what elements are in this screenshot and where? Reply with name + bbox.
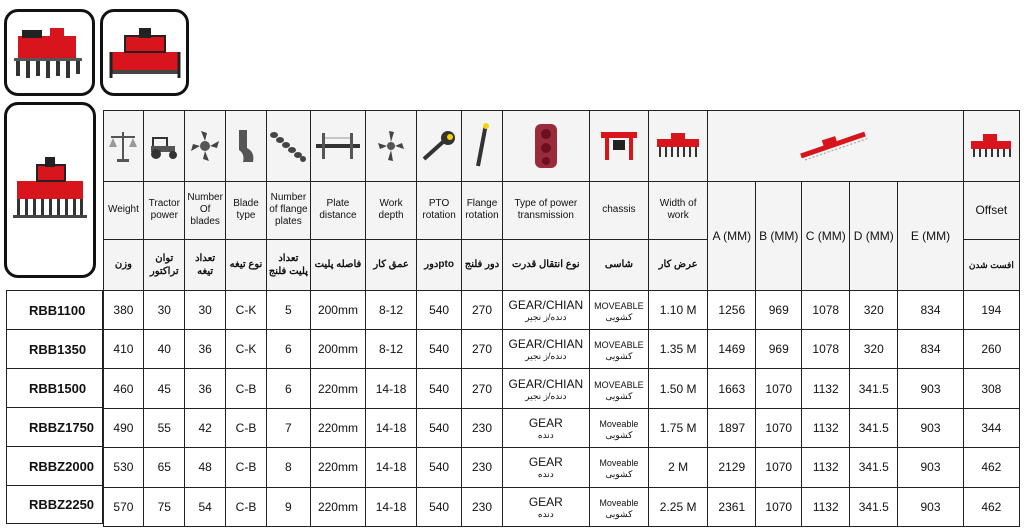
col-tractor-power-fa: توان تراکتور	[144, 240, 185, 291]
cell-a: 1897	[708, 408, 756, 447]
gearbox-icon	[502, 111, 589, 182]
cell-e: 834	[898, 330, 963, 369]
cell-blade-type: C-B	[226, 487, 267, 526]
cell-pto: 540	[417, 369, 462, 408]
cell-weight: 380	[103, 290, 144, 329]
cell-flange-rot: 270	[462, 369, 503, 408]
chassis-fa: کشویی	[605, 508, 633, 519]
cell-a: 1663	[708, 369, 756, 408]
cell-c: 1132	[802, 369, 850, 408]
cell-d: 341.5	[850, 448, 898, 487]
col-width: Width of work	[649, 181, 708, 240]
cell-blades: 48	[185, 448, 226, 487]
cell-power-transmission	[502, 330, 589, 369]
cell-depth: 14-18	[366, 487, 417, 526]
col-weight-fa: وزن	[103, 240, 144, 291]
cell-blades: 54	[185, 487, 226, 526]
cell-c: 1078	[802, 330, 850, 369]
model-name: RBBZ2000	[6, 446, 103, 485]
cell-flanges: 7	[266, 408, 310, 447]
cell-weight: 490	[103, 408, 144, 447]
col-width-fa: عرض کار	[649, 240, 708, 291]
trans-en: GEAR/CHIAN	[508, 376, 584, 391]
model-name: RBB1500	[6, 368, 103, 407]
cell-chassis	[589, 408, 648, 447]
table-row	[103, 408, 1020, 447]
cell-c: 1078	[802, 290, 850, 329]
cell-d: 341.5	[850, 408, 898, 447]
chassis-en: Moveable	[599, 497, 639, 508]
cell-b: 969	[756, 290, 802, 329]
cell-offset: 462	[963, 487, 1019, 526]
work-depth-icon	[366, 111, 417, 182]
cell-c: 1132	[802, 408, 850, 447]
col-plate-distance: Plate distance	[310, 181, 365, 240]
cell-pto: 540	[417, 408, 462, 447]
cell-plate: 220mm	[310, 487, 365, 526]
cell-power: 45	[144, 369, 185, 408]
trans-fa: دنده/ز نجیر	[525, 311, 567, 322]
cell-blade-type: C-K	[226, 290, 267, 329]
cell-a: 1469	[708, 330, 756, 369]
col-blades-fa: تعداد تیغه	[185, 240, 226, 291]
cell-power-transmission	[502, 290, 589, 329]
col-work-depth: Work depth	[366, 181, 417, 240]
chassis-fa: کشویی	[605, 469, 633, 480]
col-blade-type-fa: نوع تیغه	[226, 240, 267, 291]
cell-width: 1.50 M	[649, 369, 708, 408]
chassis-fa: کشویی	[605, 390, 633, 401]
cell-depth: 8-12	[366, 330, 417, 369]
trans-fa: دنده	[537, 469, 554, 480]
cell-c: 1132	[802, 487, 850, 526]
cell-e: 903	[898, 408, 963, 447]
col-e: E (MM)	[898, 181, 963, 290]
cell-flange-rot: 230	[462, 408, 503, 447]
table-row	[103, 369, 1020, 408]
model-name: RBB1100	[6, 290, 103, 329]
cell-depth: 14-18	[366, 408, 417, 447]
cell-b: 1070	[756, 448, 802, 487]
cell-plate: 200mm	[310, 290, 365, 329]
cell-d: 320	[850, 330, 898, 369]
offset-icon	[963, 111, 1019, 182]
dimensions-diagram-icon	[708, 111, 963, 182]
col-flange-rotation: Flange rotation	[462, 181, 503, 240]
col-flange-rotation-fa: دور فلنج	[462, 240, 503, 291]
cell-width: 1.35 M	[649, 330, 708, 369]
cell-weight: 530	[103, 448, 144, 487]
cell-offset: 344	[963, 408, 1019, 447]
flange-rotation-icon	[462, 111, 503, 182]
cell-blade-type: C-B	[226, 408, 267, 447]
cell-blades: 36	[185, 330, 226, 369]
model-name: RBBZ1750	[6, 407, 103, 446]
cell-weight: 410	[103, 330, 144, 369]
trans-fa: دنده	[537, 508, 554, 519]
trans-fa: دنده	[537, 430, 554, 441]
cell-offset: 462	[963, 448, 1019, 487]
cell-power: 65	[144, 448, 185, 487]
col-chassis: chassis	[589, 181, 648, 240]
trans-en: GEAR/CHIAN	[508, 297, 584, 312]
table-row	[103, 330, 1020, 369]
cell-width: 2.25 M	[649, 487, 708, 526]
cell-flange-rot: 230	[462, 487, 503, 526]
product-main-card	[4, 102, 96, 278]
trans-en: GEAR	[528, 494, 563, 509]
chassis-en: Moveable	[599, 458, 639, 469]
cell-plate: 200mm	[310, 330, 365, 369]
col-pto: PTO rotation	[417, 181, 462, 240]
pto-shaft-icon	[417, 111, 462, 182]
cell-plate: 220mm	[310, 408, 365, 447]
cell-flange-rot: 270	[462, 330, 503, 369]
model-column	[6, 290, 103, 524]
model-name: RBBZ2250	[6, 485, 103, 524]
blade-set-icon	[185, 111, 226, 182]
col-b: B (MM)	[756, 181, 802, 290]
cell-a: 2361	[708, 487, 756, 526]
cell-d: 341.5	[850, 369, 898, 408]
cell-chassis	[589, 448, 648, 487]
cell-e: 903	[898, 369, 963, 408]
cell-power-transmission	[502, 448, 589, 487]
col-pto-fa: دورpto	[417, 240, 462, 291]
specifications-table	[103, 110, 1020, 527]
cell-plate: 220mm	[310, 369, 365, 408]
cell-power: 30	[144, 290, 185, 329]
cell-depth: 8-12	[366, 290, 417, 329]
width-of-work-icon	[649, 111, 708, 182]
col-work-depth-fa: عمق کار	[366, 240, 417, 291]
cell-power: 55	[144, 408, 185, 447]
col-blades: Number Of blades	[185, 181, 226, 240]
chassis-en: MOVEABLE	[594, 340, 644, 351]
product-thumbnail-1	[4, 9, 95, 96]
rotary-tiller-front-icon	[105, 22, 185, 84]
trans-en: GEAR	[528, 455, 563, 470]
model-name: RBB1350	[6, 329, 103, 368]
cell-flanges: 9	[266, 487, 310, 526]
rotary-tiller-side-icon	[10, 22, 90, 84]
cell-flange-rot: 270	[462, 290, 503, 329]
chassis-fa: کشویی	[605, 351, 633, 362]
cell-plate: 220mm	[310, 448, 365, 487]
cell-chassis	[589, 330, 648, 369]
col-blade-type: Blade type	[226, 181, 267, 240]
tractor-icon	[144, 111, 185, 182]
col-offset-fa: افست شدن	[963, 240, 1019, 291]
cell-power: 75	[144, 487, 185, 526]
cell-power: 40	[144, 330, 185, 369]
plate-distance-icon	[310, 111, 365, 182]
col-tractor-power: Tractor power	[144, 181, 185, 240]
rotary-tiller-main-icon	[9, 155, 91, 225]
col-a: A (MM)	[708, 181, 756, 290]
cell-b: 1070	[756, 408, 802, 447]
chassis-fa: کشویی	[605, 311, 633, 322]
cell-blades: 36	[185, 369, 226, 408]
col-flange-plates-fa: تعداد پلیت فلنج	[266, 240, 310, 291]
cell-depth: 14-18	[366, 448, 417, 487]
cell-pto: 540	[417, 330, 462, 369]
trans-en: GEAR	[528, 416, 563, 431]
col-power-transmission-fa: نوع انتقال قدرت	[502, 240, 589, 291]
cell-weight: 570	[103, 487, 144, 526]
col-power-transmission: Type of power transmission	[502, 181, 589, 240]
table-row	[103, 487, 1020, 526]
cell-e: 903	[898, 448, 963, 487]
cell-flanges: 5	[266, 290, 310, 329]
table-row	[103, 290, 1020, 329]
blade-shape-icon	[226, 111, 267, 182]
chassis-en: MOVEABLE	[594, 300, 644, 311]
cell-weight: 460	[103, 369, 144, 408]
cell-pto: 540	[417, 448, 462, 487]
cell-flanges: 6	[266, 369, 310, 408]
col-flange-plates: Number of flange plates	[266, 181, 310, 240]
cell-e: 834	[898, 290, 963, 329]
cell-c: 1132	[802, 448, 850, 487]
table-body	[103, 290, 1020, 526]
col-plate-distance-fa: فاصله پلیت	[310, 240, 365, 291]
cell-width: 2 M	[649, 448, 708, 487]
cell-e: 903	[898, 487, 963, 526]
cell-flanges: 8	[266, 448, 310, 487]
cell-flanges: 6	[266, 330, 310, 369]
cell-depth: 14-18	[366, 369, 417, 408]
cell-d: 341.5	[850, 487, 898, 526]
col-c: C (MM)	[802, 181, 850, 290]
icon-row	[103, 111, 1020, 182]
cell-chassis	[589, 290, 648, 329]
product-thumbnail-2	[100, 9, 189, 96]
cell-width: 1.10 M	[649, 290, 708, 329]
cell-blades: 42	[185, 408, 226, 447]
cell-blade-type: C-K	[226, 330, 267, 369]
col-offset: Offset	[963, 181, 1019, 240]
trans-fa: دنده/ز نجیر	[525, 351, 567, 362]
cell-power-transmission	[502, 369, 589, 408]
col-d: D (MM)	[850, 181, 898, 290]
cell-blades: 30	[185, 290, 226, 329]
trans-fa: دنده/ز نجیر	[525, 390, 567, 401]
cell-b: 969	[756, 330, 802, 369]
chassis-en: Moveable	[599, 419, 639, 430]
cell-pto: 540	[417, 487, 462, 526]
col-chassis-fa: شاسی	[589, 240, 648, 291]
cell-chassis	[589, 487, 648, 526]
cell-offset: 260	[963, 330, 1019, 369]
cell-offset: 194	[963, 290, 1019, 329]
cell-a: 2129	[708, 448, 756, 487]
cell-pto: 540	[417, 290, 462, 329]
chassis-en: MOVEABLE	[594, 379, 644, 390]
cell-d: 320	[850, 290, 898, 329]
cell-b: 1070	[756, 369, 802, 408]
trans-en: GEAR/CHIAN	[508, 337, 584, 352]
cell-offset: 308	[963, 369, 1019, 408]
cell-b: 1070	[756, 487, 802, 526]
cell-width: 1.75 M	[649, 408, 708, 447]
weight-scale-icon	[103, 111, 144, 182]
cell-blade-type: C-B	[226, 369, 267, 408]
cell-chassis	[589, 369, 648, 408]
chassis-icon	[589, 111, 648, 182]
table-row	[103, 448, 1020, 487]
cell-power-transmission	[502, 408, 589, 447]
flange-plates-icon	[266, 111, 310, 182]
chassis-fa: کشویی	[605, 430, 633, 441]
cell-flange-rot: 230	[462, 448, 503, 487]
col-weight: Weight	[103, 181, 144, 240]
cell-a: 1256	[708, 290, 756, 329]
cell-power-transmission	[502, 487, 589, 526]
english-header-row	[103, 181, 1020, 240]
cell-blade-type: C-B	[226, 448, 267, 487]
